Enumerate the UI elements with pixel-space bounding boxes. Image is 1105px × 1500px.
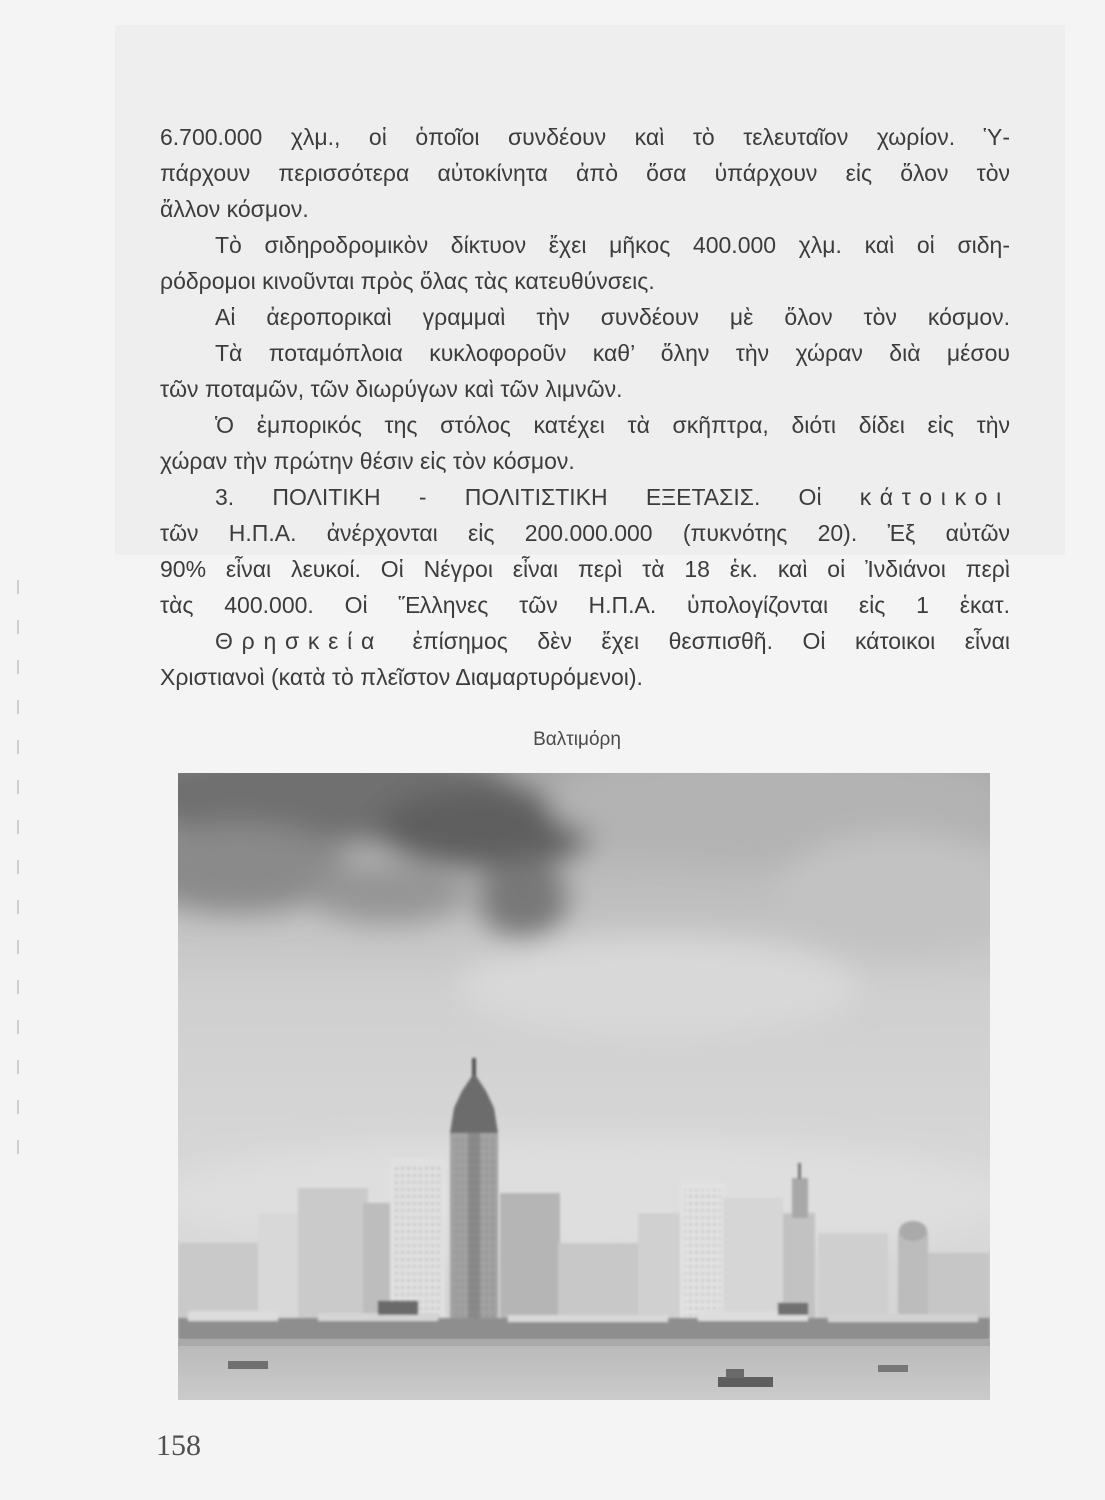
photo-baltimore-skyline: [178, 773, 990, 1400]
text-line: ἄλλον κόσμον.: [160, 196, 309, 222]
spaced-word: κάτοικοι: [859, 484, 1010, 510]
photo-image: [178, 773, 990, 1400]
text-line: 90% εἶναι λευκοί. Οἱ Νέγροι εἶναι περὶ τὰ 18 ἑκ. καὶ οἱ Ἰνδιάνοι περὶ: [160, 556, 1010, 582]
text-line: τὰς 400.000. Οἱ Ἕλληνες τῶν Η.Π.Α. ὑπολογίζονται εἰς 1 ἑκατ.: [160, 592, 1010, 618]
spaced-word: Θρησκεία: [215, 628, 384, 654]
text-line: χώραν τὴν πρώτην θέσιν εἰς τὸν κόσμον.: [160, 448, 575, 474]
text-line: Χριστιανοὶ (κατὰ τὸ πλεῖστον Διαμαρτυρόμενοι).: [160, 664, 643, 690]
water-reflection: [178, 1340, 990, 1346]
harbor-water: [178, 1340, 990, 1400]
text-line: τῶν Η.Π.Α. ἀνέρχονται εἰς 200.000.000 (πυκνότης 20). Ἐξ αὐτῶν: [160, 520, 1010, 546]
section-heading: 3. ΠΟΛΙΤΙΚΗ - ΠΟΛΙΤΙΣΤΙΚΗ ΕΞΕΤΑΣΙΣ. Οἱ: [215, 484, 822, 510]
text-line: 6.700.000 χλμ., οἱ ὁποῖοι συνδέουν καὶ τὸ τελευταῖον χωρίον. Ὑ-: [160, 124, 1010, 150]
photo-caption: Βαλτιμόρη: [533, 729, 621, 750]
text-line: Τὰ ποταμόπλοια κυκλοφοροῦν καθ’ ὅλην τὴν χώραν διὰ μέσου: [215, 340, 1010, 366]
text-line: Τὸ σιδηροδρομικὸν δίκτυον ἔχει μῆκος 400.000 χλμ. καὶ οἱ σιδη-: [215, 232, 1010, 258]
text-line: [160, 479, 1010, 515]
page-number: 158: [156, 1429, 201, 1462]
text-line: Ὁ ἐμπορικός της στόλος κατέχει τὰ σκῆπτρα, διότι δίδει εἰς τὴν: [215, 412, 1010, 438]
text-line: Αἱ ἀεροπορικαὶ γραμμαὶ τὴν συνδέουν μὲ ὅλον τὸν κόσμον.: [215, 304, 1010, 330]
text-line: τῶν ποταμῶν, τῶν διωρύγων καὶ τῶν λιμνῶν.: [160, 376, 623, 402]
text-line: ρόδρομοι κινοῦνται πρὸς ὅλας τὰς κατευθύνσεις.: [160, 268, 655, 294]
scan-edge-line: [17, 580, 19, 1180]
body-text: [160, 119, 1010, 695]
text-segment: ἐπίσημος δὲν ἔχει θεσπισθῆ. Οἱ κάτοικοι εἶναι: [412, 628, 1011, 654]
text-line: πάρχουν περισσότερα αὐτοκίνητα ἀπὸ ὅσα ὑπάρχουν εἰς ὅλον τὸν: [160, 160, 1010, 186]
text-line: [160, 623, 1010, 659]
